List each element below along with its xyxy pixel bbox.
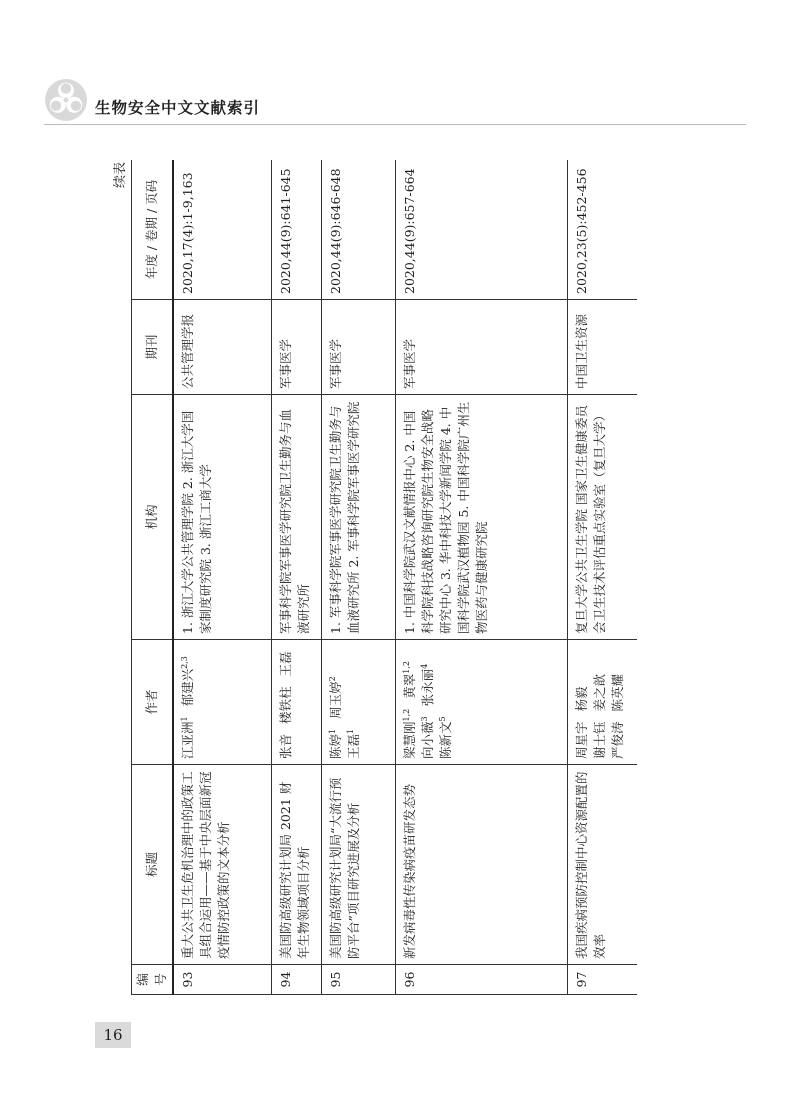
biohazard-icon [44,78,88,122]
row-number: 95 [321,965,395,995]
row-title: 我国疾病预防控制中心资源配置的效率 [567,765,637,965]
row-authors [173,640,271,765]
row-institution: 复旦大学公共卫生学院 国家卫生健康委员会卫生技术评估重点实验室（复旦大学） [567,395,637,640]
author: 陈新文$^5$ [437,716,453,759]
row-pages: 2020,44(9):657-664 [395,160,567,300]
row-pages: 2020,23(5):452-456 [567,160,637,300]
index-table [131,160,637,995]
row-institution: 1. 军事科学院军事医学研究院卫生勤务与血液研究所 2. 军事科学院军事医学研究院 [321,395,395,640]
column-header-pages: 年度 / 卷期 / 页码 [132,160,174,300]
running-header-title: 生物安全中文文献索引 [95,99,261,117]
page-number: 16 [95,1022,131,1048]
row-authors [395,640,567,765]
column-header-institution: 机构 [132,395,174,640]
author: 陈婷$^1$ [327,728,343,759]
row-journal: 军事医学 [271,300,321,395]
column-header-number: 编号 [132,965,174,995]
row-institution: 军事科学院军事医学研究院卫生勤务与血液研究所 [271,395,321,640]
column-header-authors: 作者 [132,640,174,765]
row-authors [567,640,637,765]
column-header-title: 标题 [132,765,174,965]
column-header-journal: 期刊 [132,300,174,395]
author: 王磊$^1$ [345,728,361,759]
row-authors [321,640,395,765]
author: 张永丽$^4$ [419,663,435,707]
row-number: 96 [395,965,567,995]
row-title: 新发病毒性传染病疫苗研发态势 [395,765,567,965]
table-row [173,160,271,995]
author: 陈英耀 [609,673,625,712]
table-row [395,160,567,995]
rotated-table-frame [105,160,637,995]
author: 郁建兴$^{2,3}$ [179,656,195,707]
author: 严俊涛 [609,721,625,759]
author: 王磊 [277,651,293,677]
author: 向小薇$^3$ [419,716,435,759]
row-journal: 军事医学 [395,300,567,395]
row-number: 94 [271,965,321,995]
row-journal: 中国卫生资源 [567,300,637,395]
author: 梁慧刚$^{1,2}$ [401,708,417,759]
author: 江亚洲$^1$ [179,716,195,759]
row-pages: 2020,44(9):641-645 [271,160,321,300]
index-table-rotated [105,160,637,995]
row-number: 93 [173,965,271,995]
table-row [321,160,395,995]
row-institution: 1. 浙江大学公共管理学院 2. 浙江大学国家制度研究院 3. 浙江工商大学 [173,395,271,640]
row-authors [271,640,321,765]
header-divider [44,124,746,125]
author: 黄翠$^{1,2}$ [401,661,417,699]
author: 周玉婷$^2$ [327,676,343,719]
author: 杨毅 [573,686,589,712]
row-institution: 1. 中国科学院武汉文献情报中心 2. 中国科学院科技战略咨询研究院生物安全战略研究中心 3. 华中科技大学新闻学院 4. 中国科学院武汉植物园 5. 中国科学院广州生物医药与健康研究院 [395,395,567,640]
row-journal: 公共管理学报 [173,300,271,395]
table-row [271,160,321,995]
author: 谢士钰 [591,721,607,759]
row-journal: 军事医学 [321,300,395,395]
author: 周星宇 [573,721,589,759]
row-pages: 2020,17(4):1-9,163 [173,160,271,300]
row-title: 美国防高级研究计划局“大流行预防平台”项目研究进展及分析 [321,765,395,965]
row-pages: 2020,44(9):646-648 [321,160,395,300]
author: 张音 [277,733,293,759]
row-number: 97 [567,965,637,995]
author: 楼铁柱 [277,686,293,724]
row-title: 重大公共卫生危机治理中的政策工具组合运用——基于中央层面新冠疫情防控政策的文本分析 [173,765,271,965]
row-title: 美国防高级研究计划局 2021 财年生物领域项目分析 [271,765,321,965]
table-row [567,160,637,995]
continued-label: 续表 [113,162,128,189]
table-header-row [132,160,174,995]
author: 姜之歆 [591,673,607,712]
